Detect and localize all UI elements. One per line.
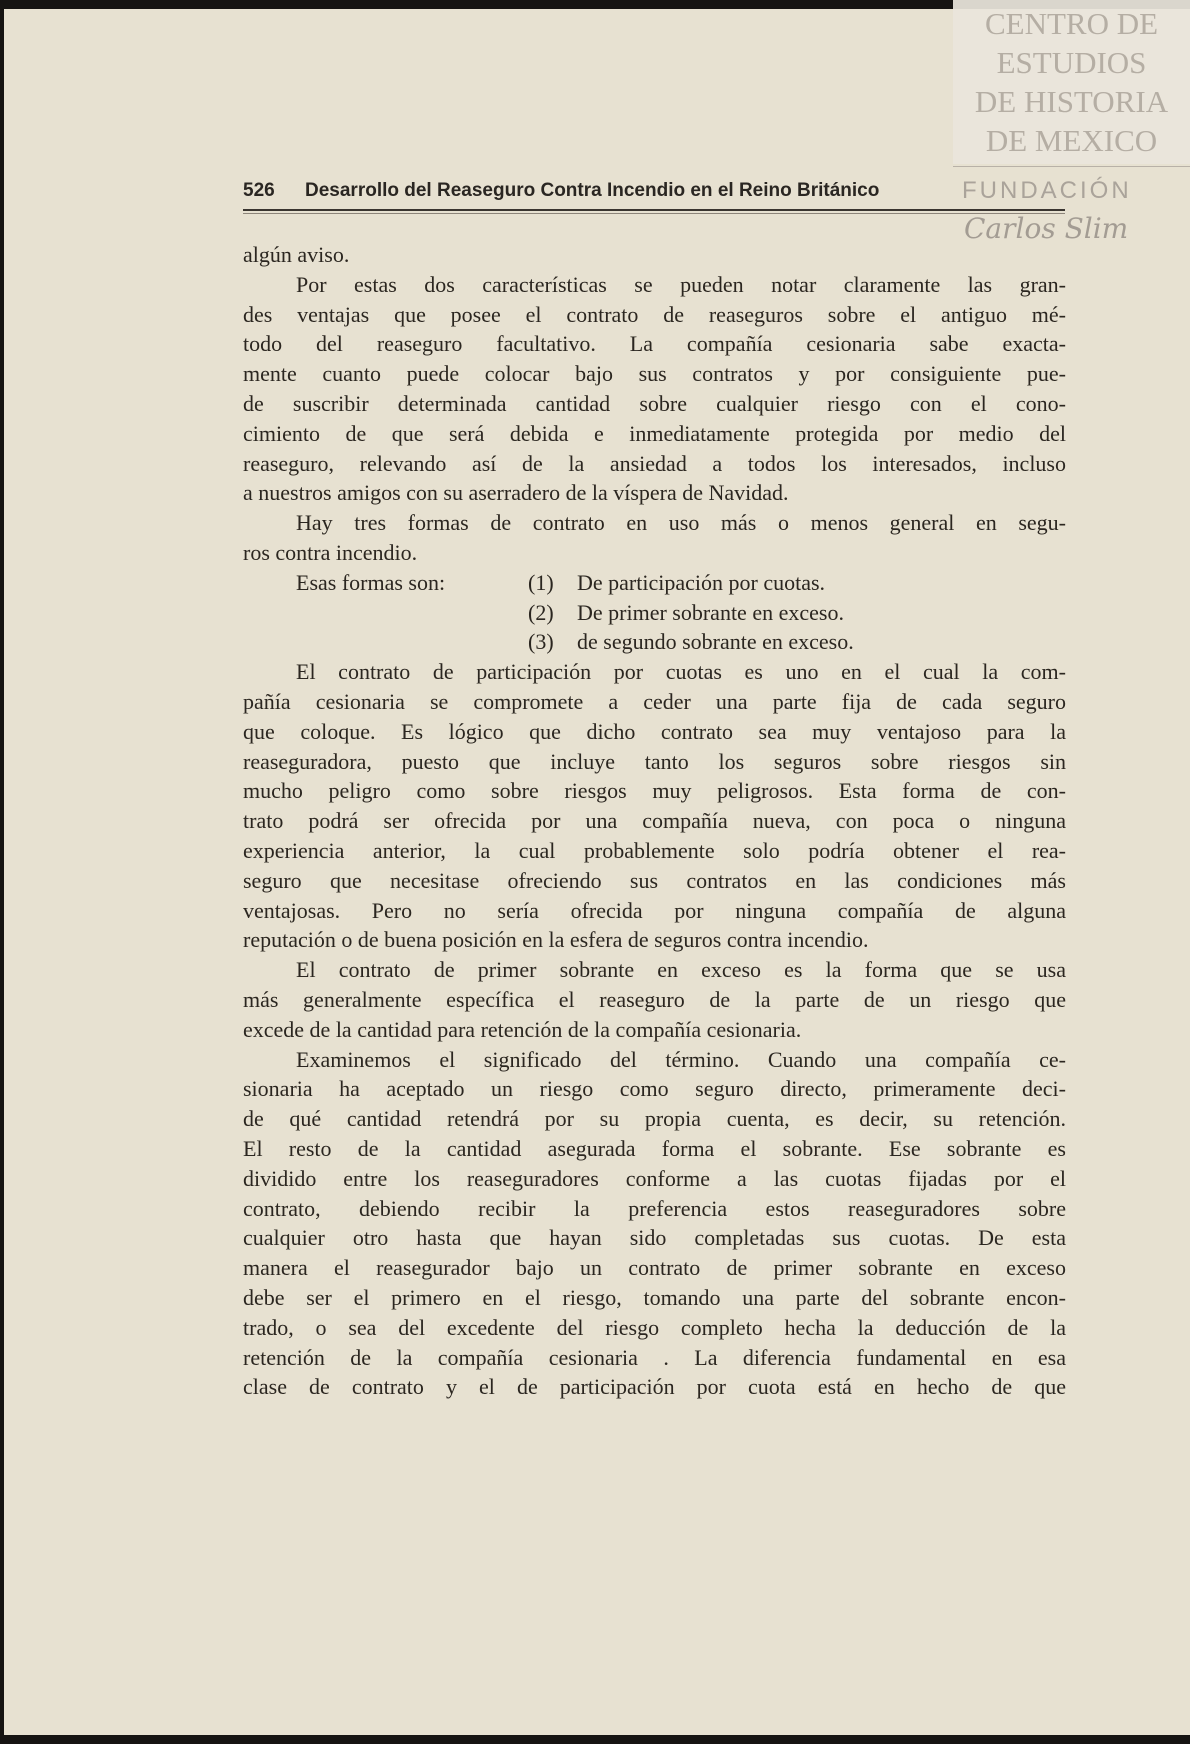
text-line: cualquier otro hasta que hayan sido completadas sus cuotas. De esta — [243, 1225, 1066, 1251]
text-line: contrato, debiendo recibir la preferencia estos reaseguradores sobre — [243, 1195, 1066, 1221]
text-line: des ventajas que posee el contrato de reaseguros sobre el antiguo mé- — [243, 301, 1066, 327]
list-item — [243, 568, 1066, 598]
text-line: retención de la compañía cesionaria . La diferencia fundamental en esa — [243, 1344, 1066, 1370]
text-line: de qué cantidad retendrá por su propia cuenta, es decir, su retención. — [243, 1106, 1066, 1132]
text-line: a nuestros amigos con su aserradero de la víspera de Navidad. — [243, 480, 789, 506]
header-rule-shadow — [243, 213, 1065, 214]
watermark-line: DE MEXICO — [985, 123, 1158, 158]
text-line: mucho peligro como sobre riesgos muy peligrosos. Esta forma de con- — [243, 778, 1066, 804]
text-line: ros contra incendio. — [243, 540, 418, 565]
text-line: Hay tres formas de contrato en uso más o menos general en segu- — [296, 510, 1066, 536]
text-line: trado, o sea del excedente del riesgo completo hecha la deducción de la — [243, 1314, 1066, 1340]
watermark-line: DE HISTORIA — [974, 84, 1169, 119]
text-line: reputación o de buena posición en la esfera de seguros contra incendio. — [243, 927, 869, 953]
text-line: más generalmente específica el reaseguro de la parte de un riesgo que — [243, 987, 1066, 1012]
text-line: Por estas dos características se pueden notar claramente las gran- — [296, 271, 1066, 297]
text-line: reaseguro, relevando así de la ansiedad a todos los interesados, incluso — [243, 450, 1066, 476]
running-title: Desarrollo del Reaseguro Contra Incendio en el Reino Británico — [305, 180, 880, 201]
text-line: sionaria ha aceptado un riesgo como seguro directo, primeramente deci- — [243, 1076, 1066, 1102]
header-rule — [243, 209, 1065, 211]
text-line: Examinemos el significado del término. Cuando una compañía ce- — [296, 1046, 1066, 1072]
watermark-line: ESTUDIOS — [996, 45, 1147, 80]
watermark-logo — [953, 0, 1190, 164]
watermark-line: CENTRO DE — [984, 6, 1159, 41]
list-item-text: De primer sobrante en exceso. — [577, 599, 844, 625]
list-item-text: de segundo sobrante en exceso. — [577, 629, 854, 655]
text-line: dividido entre los reaseguradores conforme a las cuotas fijadas por el — [243, 1165, 1066, 1191]
text-line: todo del reaseguro facultativo. La compañía cesionaria sabe exacta- — [243, 331, 1066, 357]
text-line: ventajosas. Pero no sería ofrecida por ninguna compañía de alguna — [243, 897, 1066, 923]
list-item — [243, 598, 1066, 628]
text-line: mente cuanto puede colocar bajo sus contratos y por consiguiente pue- — [243, 361, 1066, 387]
watermark-signature: Carlos Slim — [964, 212, 1129, 245]
list-intro: Esas formas son: — [296, 569, 446, 595]
text-line: El resto de la cantidad asegurada forma el sobrante. Ese sobrante es — [243, 1136, 1066, 1161]
list-number: (3) — [528, 629, 554, 655]
text-line: que coloque. Es lógico que dicho contrato sea muy ventajoso para la — [243, 718, 1066, 744]
text-line: algún aviso. — [243, 242, 350, 267]
running-header — [243, 176, 943, 206]
text-line: clase de contrato y el de participación por cuota está en hecho de que — [243, 1374, 1066, 1400]
text-line: manera el reasegurador bajo un contrato de primer sobrante en exceso — [243, 1255, 1066, 1281]
page-number: 526 — [243, 180, 275, 201]
text-line: de suscribir determinada cantidad sobre cualquier riesgo con el cono- — [243, 391, 1066, 416]
watermark-divider — [953, 166, 1190, 167]
text-line: experiencia anterior, la cual probablemente solo podría obtener el rea- — [243, 838, 1066, 863]
text-line: El contrato de participación por cuotas es uno en el cual la com- — [296, 659, 1066, 685]
text-line: cimiento de que será debida e inmediatamente protegida por medio del — [243, 420, 1066, 446]
list-item — [243, 627, 1066, 657]
text-line: trato podrá ser ofrecida por una compañía nueva, con poca o ninguna — [243, 808, 1066, 834]
text-line: pañía cesionaria se compromete a ceder una parte fija de cada seguro — [243, 689, 1066, 714]
text-line: reaseguradora, puesto que incluye tanto los seguros sobre riesgos sin — [243, 748, 1066, 774]
watermark-foundation: FUNDACIÓN — [962, 177, 1132, 204]
text-line: debe ser el primero en el riesgo, tomando una parte del sobrante encon- — [243, 1285, 1066, 1310]
text-line: seguro que necesitase ofreciendo sus contratos en las condiciones más — [243, 867, 1066, 893]
text-line: El contrato de primer sobrante en exceso es la forma que se usa — [296, 957, 1066, 983]
text-line: excede de la cantidad para retención de la compañía cesionaria. — [243, 1016, 802, 1042]
list-number: (2) — [528, 599, 554, 625]
list-number: (1) — [528, 569, 554, 595]
list-item-text: De participación por cuotas. — [577, 569, 826, 595]
